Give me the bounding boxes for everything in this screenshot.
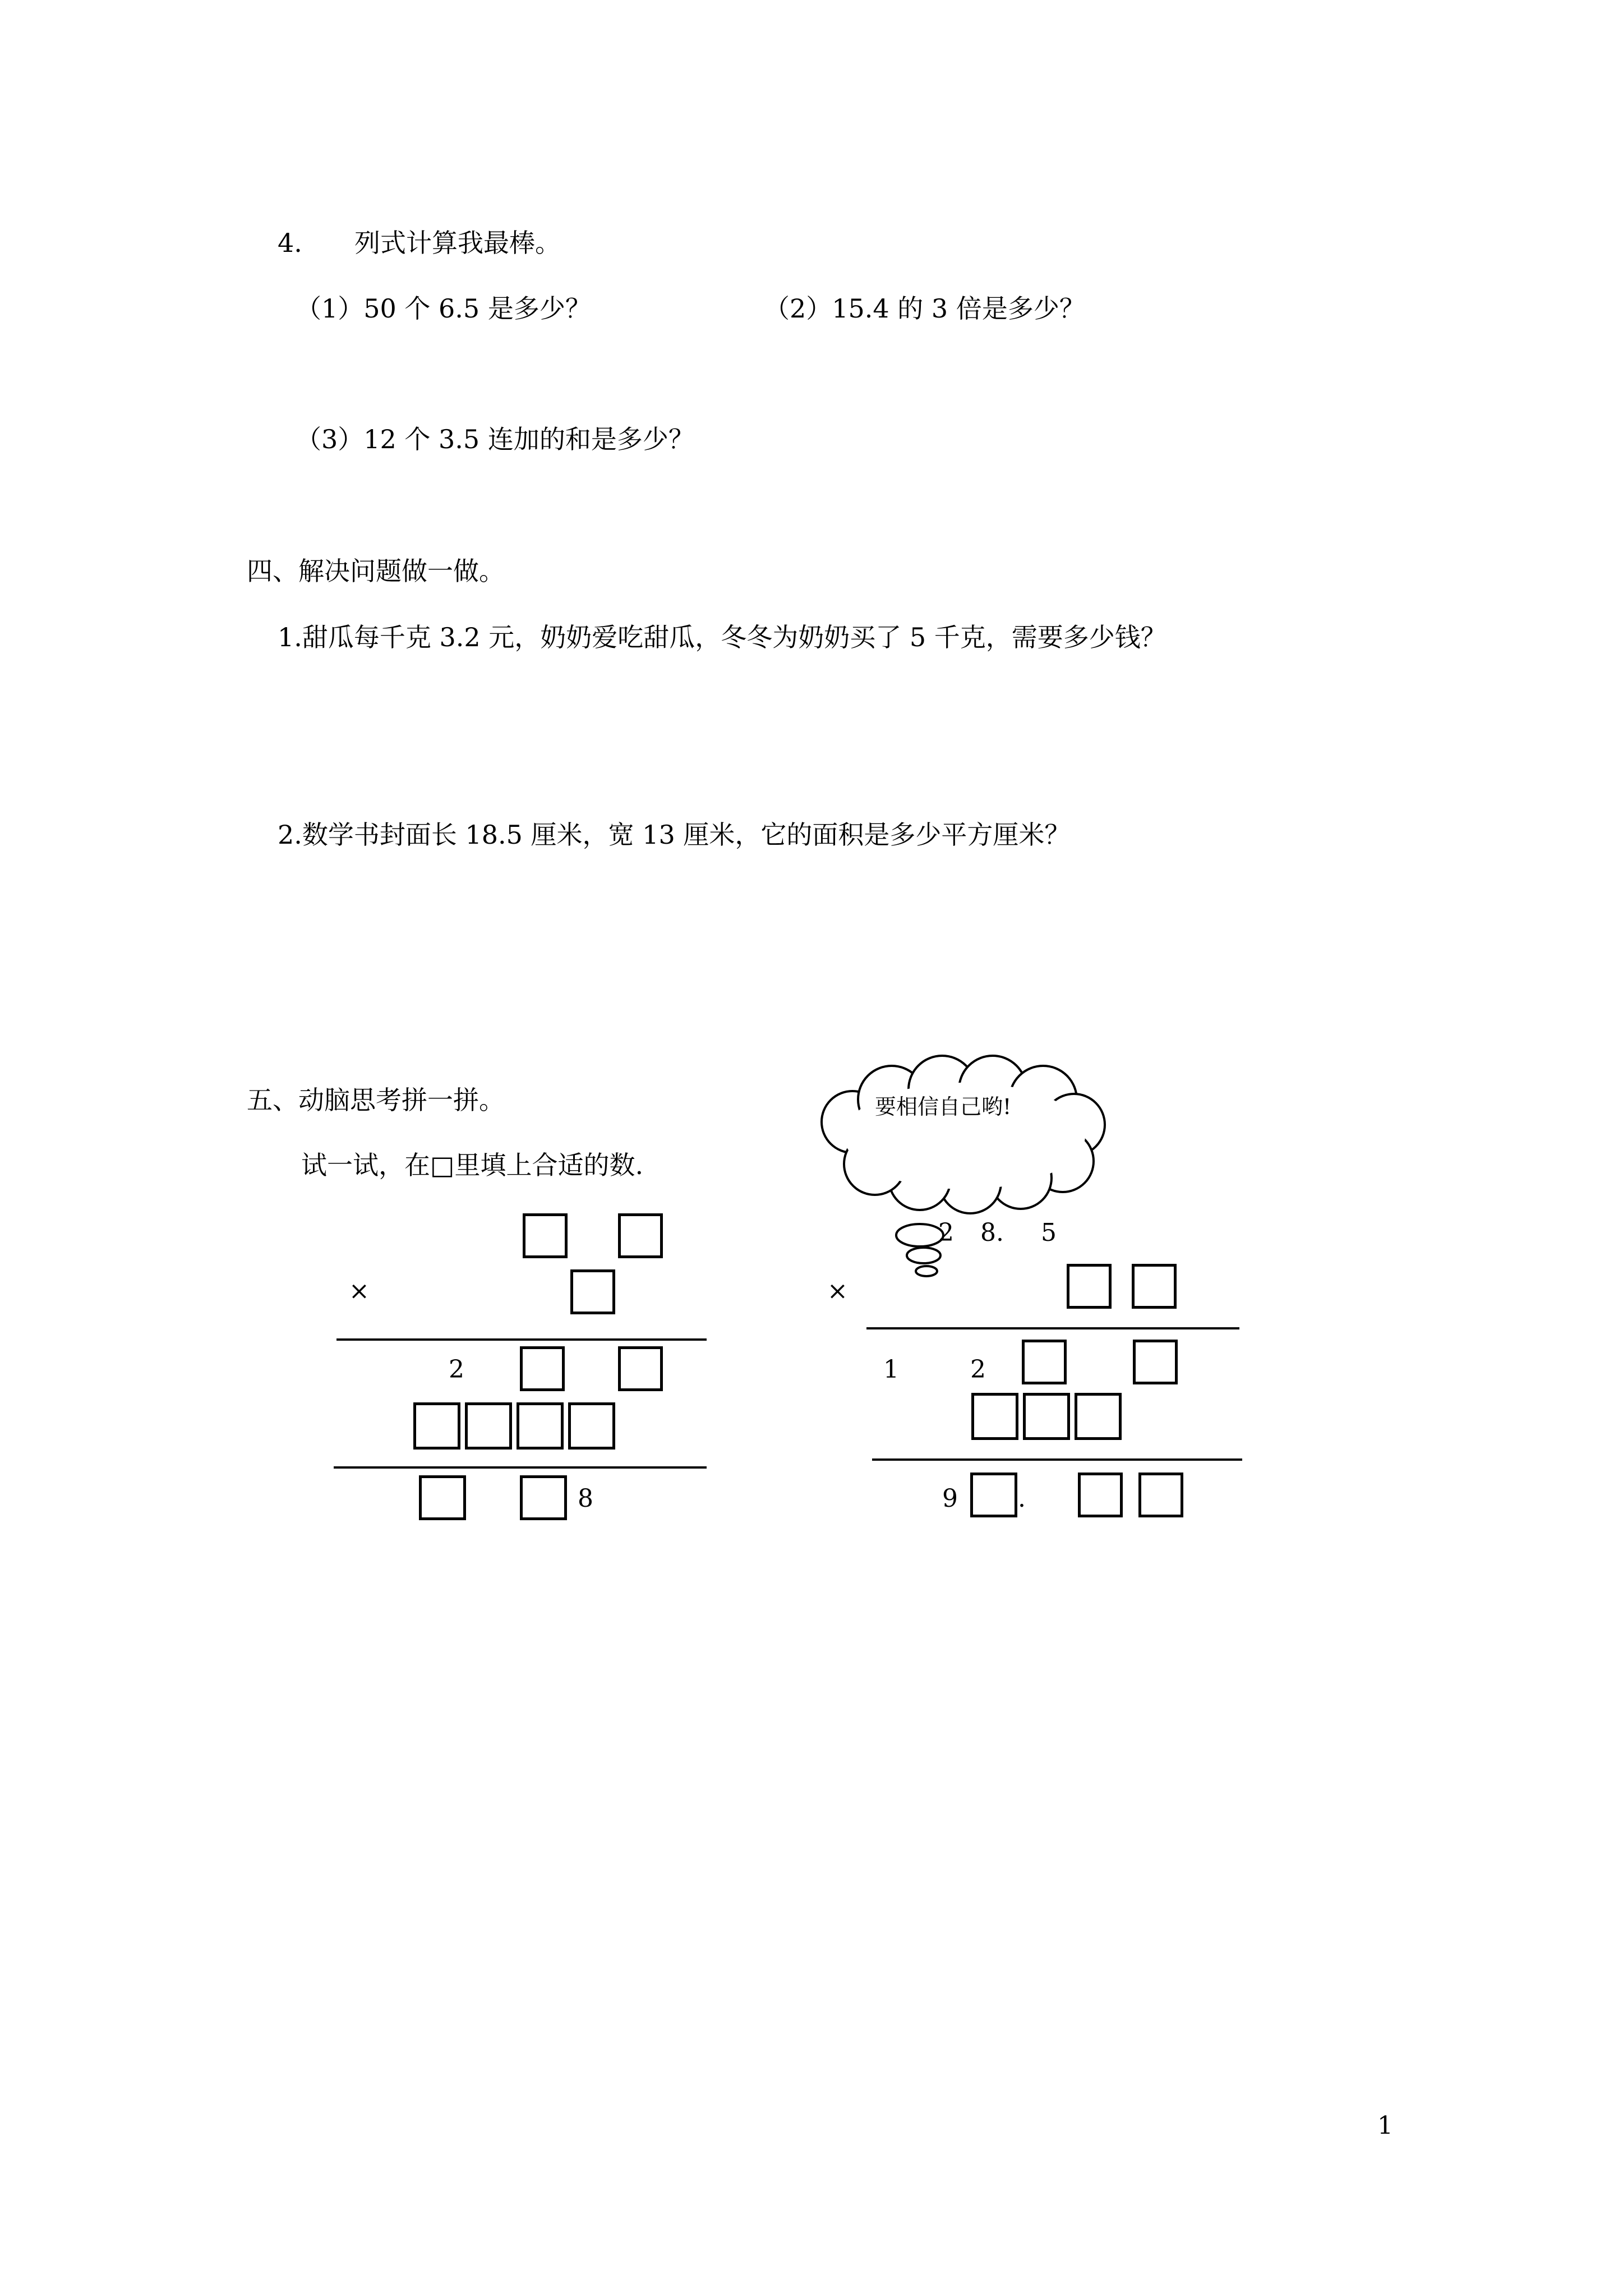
puzzle2-top-digit-3: 5 [1041, 1218, 1057, 1247]
puzzle1-partial2-box-4[interactable] [568, 1402, 615, 1450]
puzzle2-partial-digit-2: 2 [970, 1355, 986, 1384]
puzzle1-partial2-box-1[interactable] [413, 1402, 460, 1450]
puzzle1-partial-box-1[interactable] [520, 1346, 565, 1391]
puzzle1-line-1 [336, 1338, 707, 1341]
q4-item-2: （2）15.4 的 3 倍是多少？ [764, 293, 1085, 324]
puzzle1-result-box-1[interactable] [419, 1475, 466, 1520]
puzzle1-multiplier-box[interactable] [570, 1269, 615, 1314]
puzzle2-partial2-box-1[interactable] [971, 1393, 1018, 1440]
cloud-icon [808, 1049, 1110, 1301]
puzzle2-result-dot: . [1018, 1484, 1026, 1513]
puzzle1-result-digit: 8 [578, 1484, 593, 1513]
section5-instruction: 试一试，在□里填上合适的数. [301, 1150, 644, 1180]
section4-title: 四、解决问题做一做。 [247, 556, 505, 586]
puzzle2-partial-digit-1: 1 [883, 1355, 899, 1384]
section4-problem-2: 2.数学书封面长 18.5 厘米，宽 13 厘米，它的面积是多少平方厘米？ [278, 820, 1071, 850]
puzzle1-multiplicand-box-1[interactable] [523, 1213, 568, 1258]
puzzle1-partial2-box-2[interactable] [465, 1402, 512, 1450]
page-number: 1 [1377, 2111, 1393, 2140]
q4-heading: 列式计算我最棒。 [354, 228, 561, 258]
puzzle2-partial-box-1[interactable] [1022, 1340, 1067, 1384]
q4-number: 4. [278, 228, 302, 258]
puzzle2-times-sign: × [827, 1277, 848, 1305]
puzzle1-partial-box-2[interactable] [618, 1346, 663, 1391]
section4-problem-1: 1.甜瓜每千克 3.2 元，奶奶爱吃甜瓜，冬冬为奶奶买了 5 千克，需要多少钱？ [278, 622, 1166, 652]
puzzle1-partial2-box-3[interactable] [517, 1402, 564, 1450]
puzzle2-partial2-box-2[interactable] [1023, 1393, 1070, 1440]
puzzle2-partial-box-2[interactable] [1133, 1340, 1178, 1384]
puzzle1-line-2 [334, 1466, 707, 1469]
puzzle2-result-box-1[interactable] [970, 1473, 1017, 1517]
puzzle1-times-sign: × [349, 1277, 370, 1305]
puzzle1-result-box-2[interactable] [520, 1475, 567, 1520]
puzzle2-line-1 [866, 1327, 1239, 1329]
puzzle2-result-box-3[interactable] [1138, 1473, 1183, 1517]
puzzle2-line-2 [872, 1458, 1242, 1461]
puzzle1-partial-digit: 2 [449, 1355, 464, 1384]
puzzle2-multiplier-box-1[interactable] [1067, 1264, 1112, 1309]
puzzle2-top-digit-2: 8. [980, 1218, 1004, 1247]
section5-title: 五、动脑思考拼一拼。 [247, 1085, 505, 1115]
puzzle2-result-box-2[interactable] [1078, 1473, 1123, 1517]
puzzle2-top-digit-1: 2 [938, 1218, 954, 1247]
puzzle2-result-digit: 9 [942, 1484, 958, 1513]
bubble-text: 要相信自己哟! [875, 1094, 1012, 1119]
q4-item-1: （1）50 个 6.5 是多少？ [296, 293, 591, 324]
puzzle1-multiplicand-box-2[interactable] [618, 1213, 663, 1258]
puzzle2-multiplier-box-2[interactable] [1132, 1264, 1177, 1309]
thought-bubble [808, 1049, 1110, 1301]
puzzle2-partial2-box-3[interactable] [1075, 1393, 1122, 1440]
q4-item-3: （3）12 个 3.5 连加的和是多少？ [296, 424, 694, 454]
